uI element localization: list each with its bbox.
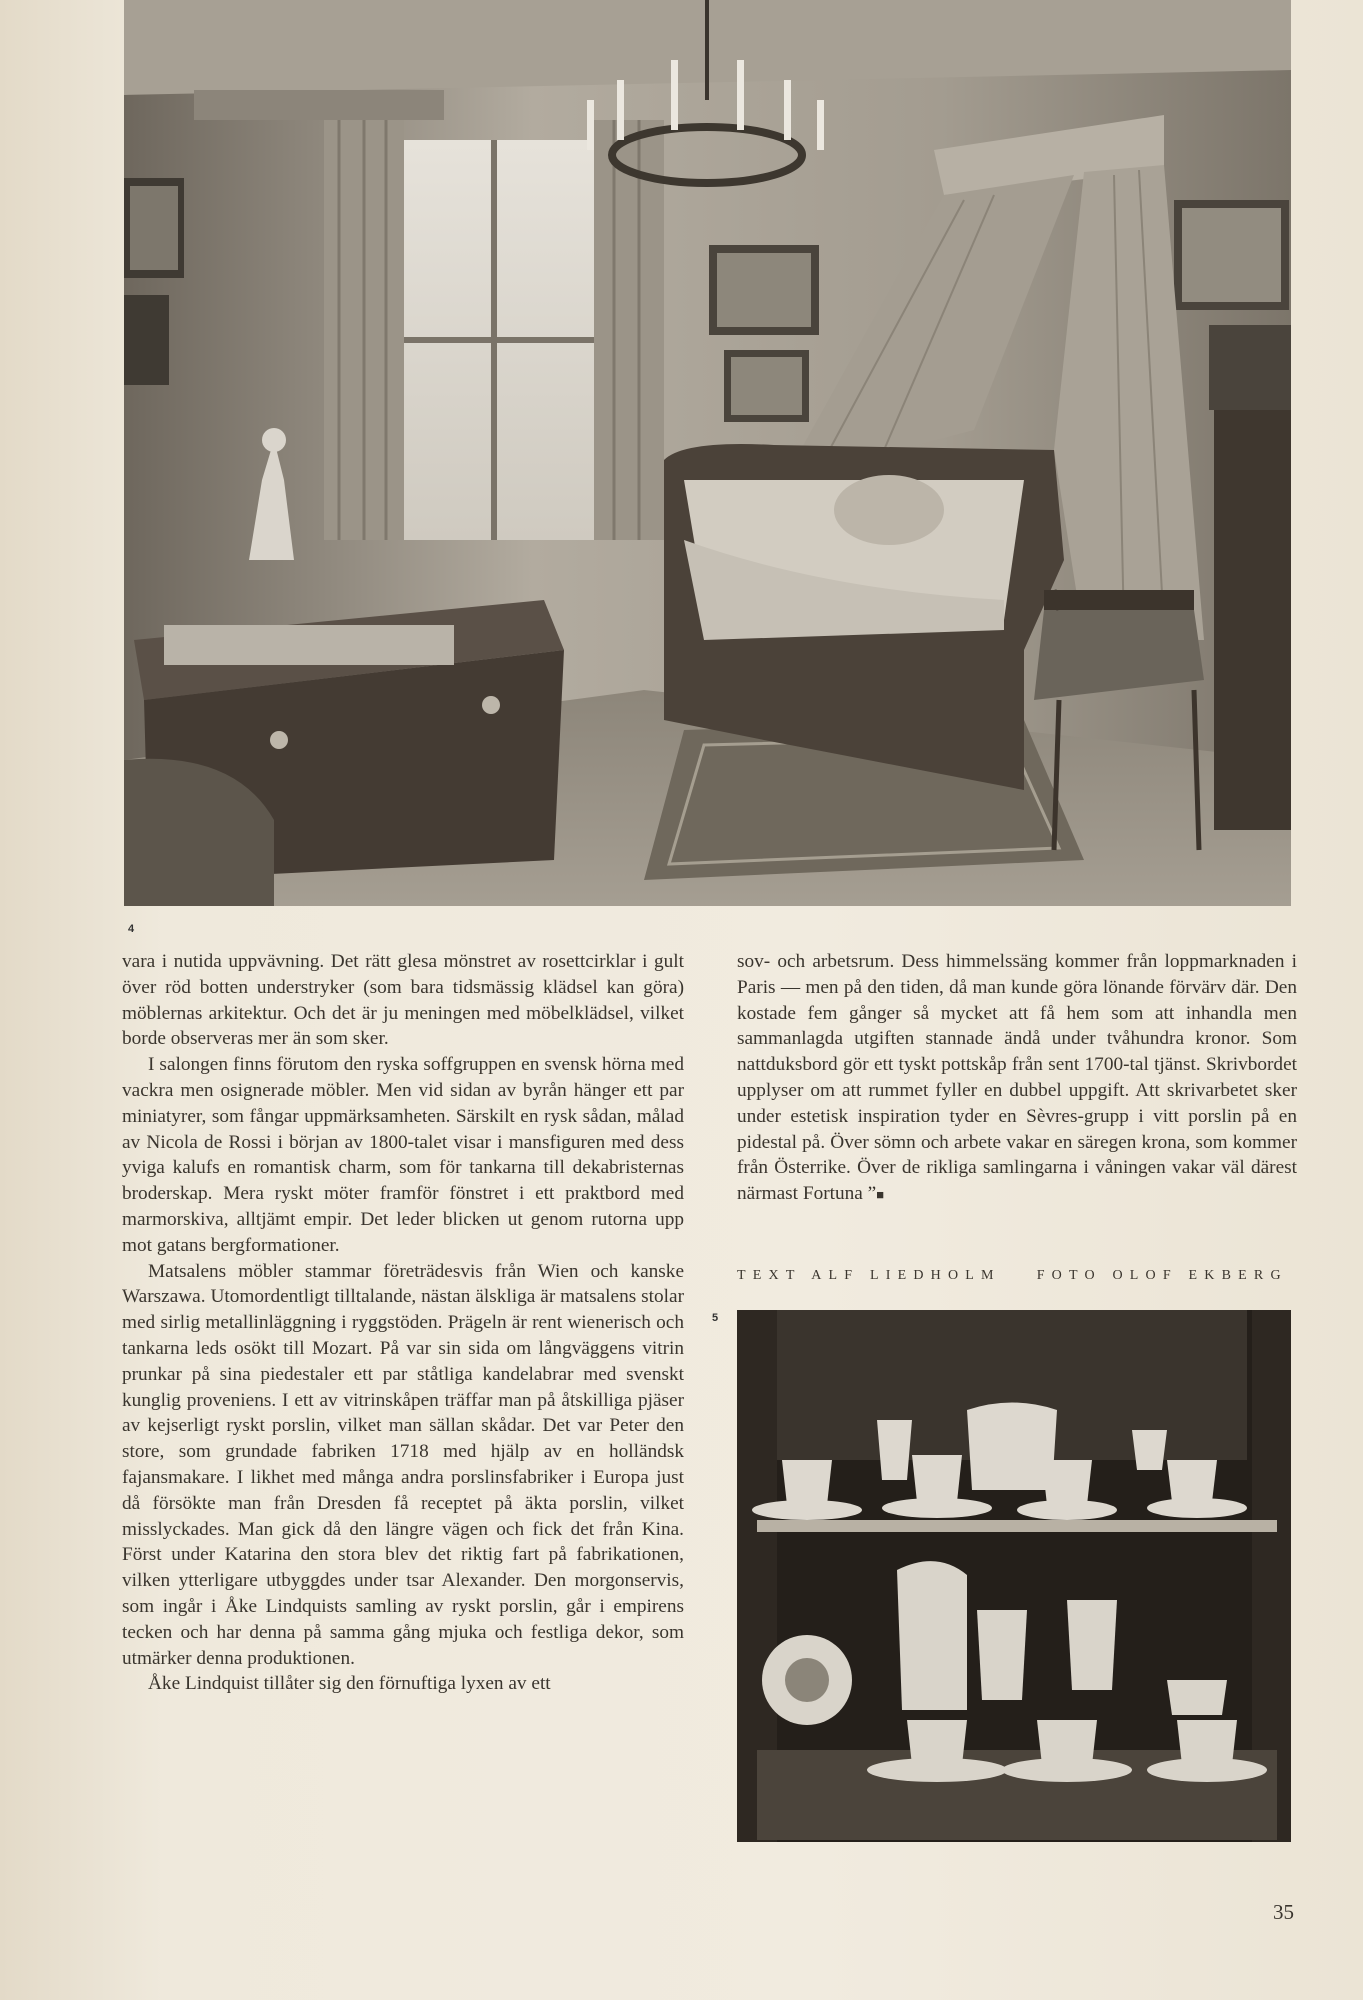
porcelain-cabinet-photo <box>737 1310 1291 1842</box>
photo-credit: FOTO OLOF EKBERG <box>1036 1268 1288 1283</box>
left-paragraph-1: vara i nutida uppvävning. Det rätt glesa mönstret av rosettcirklar i gult över röd botten understryker (som bara tidsmässig klädsel kan göra) möblernas arkitektur. Och det är ju meningen med möbelklädsel, vilket borde observeras mer än som sker. <box>122 951 684 1050</box>
porcelain-cabinet-drawing <box>737 1310 1291 1842</box>
bedroom-photo-drawing <box>124 0 1291 906</box>
article-credits <box>737 1268 1297 1284</box>
figure-number-5: 5 <box>712 1312 719 1324</box>
left-paragraph-4: Åke Lindquist tillåter sig den förnuftiga lyxen av ett <box>148 1673 551 1695</box>
end-mark: ■ <box>876 1187 885 1203</box>
figure-number-4: 4 <box>128 923 135 935</box>
right-article-column <box>737 949 1297 1208</box>
page-number: 35 <box>1273 1900 1294 1924</box>
left-article-column <box>122 949 684 1697</box>
text-credit: TEXT ALF LIEDHOLM <box>737 1268 1001 1283</box>
bedroom-photo <box>124 0 1291 906</box>
left-paragraph-3: Matsalens möbler stammar företrädesvis från Wien och kanske Warszawa. Utomordentligt tilltalande, nästan älskliga är matsalens stolar med sirlig metallinläggning i ryggstöden. Prägeln är rent wienerisch och tankarna leds osökt till Mozart. På var sin sida om långväggens vitrin prunkar på sina piedestaler ett par ståtliga kandelabrar med svenskt kunglig proveniens. I ett av vitrinskåpen träffar man på åtskilliga pjäser av kejserligt ryskt porslin, vilket man sällan skådar. Det var Peter den store, som grundade fabriken 1718 med hjälp av en holländsk fajansmakare. I likhet med många andra porslinsfabriker i Europa just då försökte man från Dresden få receptet på äkta porslin, vilket misslyckades. Man gick då den längre vägen och fick det från Kina. Först under Katarina den stora blev det riktig fart på fabrikationen, vilken ytterligare utbyggdes under tsar Alexander. Den morgonservis, som ingår i Åke Lindquists samling av ryskt porslin, går i empirens tecken och har denna på samma gång mjuka och festliga dekor, som utmärker denna produktionen. <box>122 1260 684 1669</box>
right-paragraph-text: sov- och arbetsrum. Dess himmelssäng kommer från loppmarknaden i Paris — men på den tiden, då man kunde göra lönande förvärv där. Den kostade fem gånger så mycket att få hem som att inhandla men sammanlagda utgiften stannade ändå under tvåhundra kronor. Som nattduksbord gör ett tyskt pottskåp från sent 1700-tal tjänst. Skrivbordet upplyser om att rummet fyller en dubbel uppgift. Att skrivarbetet sker under estetisk inspiration tyder en Sèvres-grupp i vitt porslin på en pidestal på. Över sömn och arbete vakar en säregen krona, som kommer från Österrike. Över de rikliga samlingarna i våningen vakar väl därest närmast Fortuna ” <box>737 951 1297 1205</box>
left-paragraph-2: I salongen finns förutom den ryska soffgruppen en svensk hörna med vackra men osignerade möbler. Men vid sidan av byrån hänger ett par miniatyrer, som fångar uppmärksamheten. Särskilt en rysk sådan, målad av Nicola de Rossi i början av 1800-talet visar i mansfiguren med dess yviga kalufs en romantisk charm, som för tankarna till dekabristernas broderskap. Mera ryskt möter framför fönstret i ett praktbord med marmorskiva, alltjämt empir. Det leder blicken ut genom rutorna upp mot gatans bergformationer. <box>122 1054 684 1256</box>
right-paragraph-1 <box>737 949 1297 1208</box>
